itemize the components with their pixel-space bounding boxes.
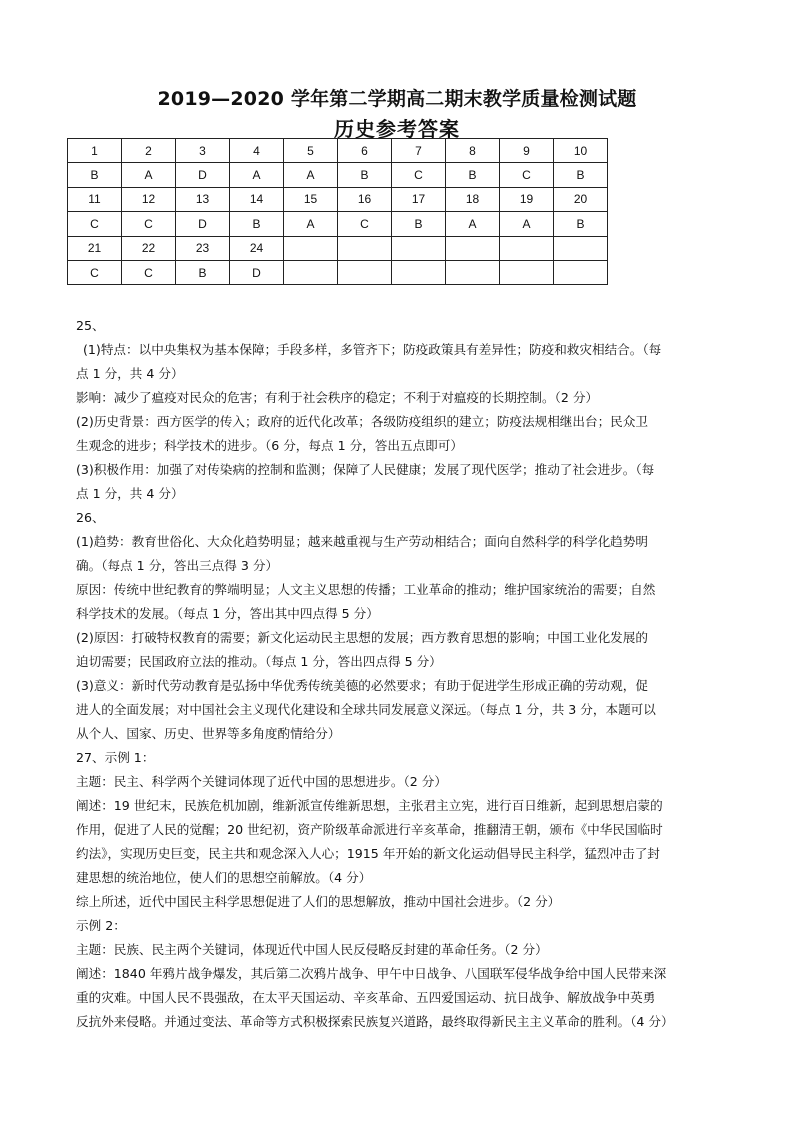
answer-text-line: 从个人、国家、历史、世界等多角度酌情给分）	[76, 726, 341, 741]
answer-text-line: 原因：传统中世纪教育的弊端明显；人文主义思想的传播；工业革命的推动；维护国家统治的需要；自然	[76, 582, 656, 597]
answer-text-line: (1)特点：以中央集权为基本保障；手段多样，多管齐下；防疫政策具有差异性；防疫和救灾相结合。（每	[83, 342, 662, 357]
answer-cell	[284, 260, 338, 284]
answer-text-line: 影响：减少了瘟疫对民众的危害；有利于社会秩序的稳定；不利于对瘟疫的长期控制。（2 分）	[76, 390, 599, 405]
question-number-cell: 8	[446, 139, 500, 163]
answer-cell	[338, 260, 392, 284]
answer-cell: D	[230, 260, 284, 284]
question-number-row	[68, 139, 608, 163]
answer-cell: A	[122, 163, 176, 187]
answer-text-line: 建思想的统治地位，使人们的思想空前解放。（4 分）	[76, 870, 372, 885]
answer-text-line: 科学技术的发展。（每点 1 分，答出其中四点得 5 分）	[76, 606, 379, 621]
answer-text-line: 进人的全面发展；对中国社会主义现代化建设和全球共同发展意义深远。（每点 1 分，共 3 分，本题可以	[76, 702, 656, 717]
answer-cell: B	[176, 260, 230, 284]
question-number-cell	[284, 236, 338, 260]
question-number-cell	[446, 236, 500, 260]
answer-row	[68, 163, 608, 187]
question-number-cell: 16	[338, 187, 392, 211]
answer-text-line: 25、	[76, 318, 105, 333]
answer-text-line: 迫切需要；民国政府立法的推动。（每点 1 分，答出四点得 5 分）	[76, 654, 442, 669]
question-number-cell	[554, 236, 608, 260]
question-number-cell: 11	[68, 187, 122, 211]
answer-cell	[500, 260, 554, 284]
question-number-cell: 24	[230, 236, 284, 260]
question-number-cell: 18	[446, 187, 500, 211]
answer-cell: C	[392, 163, 446, 187]
answer-cell: C	[122, 212, 176, 236]
answer-cell: D	[176, 163, 230, 187]
question-number-cell	[392, 236, 446, 260]
answer-cell: B	[392, 212, 446, 236]
question-number-cell: 20	[554, 187, 608, 211]
answer-text-line: (1)趋势：教育世俗化、大众化趋势明显；越来越重视与生产劳动相结合；面向自然科学的科学化趋势明	[76, 534, 648, 549]
answer-cell: B	[230, 212, 284, 236]
answer-cell: B	[446, 163, 500, 187]
question-number-row	[68, 187, 608, 211]
answer-table	[67, 138, 608, 285]
question-number-cell: 2	[122, 139, 176, 163]
question-number-cell: 9	[500, 139, 554, 163]
answer-cell: C	[68, 212, 122, 236]
answer-cell: A	[500, 212, 554, 236]
question-number-cell: 14	[230, 187, 284, 211]
answer-text-line: (2)原因：打破特权教育的需要；新文化运动民主思想的发展；西方教育思想的影响；中国工业化发展的	[76, 630, 648, 645]
question-number-cell	[338, 236, 392, 260]
question-number-cell: 5	[284, 139, 338, 163]
page-title: 2019—2020 学年第二学期高二期末教学质量检测试题	[157, 88, 637, 110]
answer-cell	[446, 260, 500, 284]
page-subtitle: 历史参考答案	[334, 117, 460, 141]
answer-text-line: 作用，促进了人民的觉醒；20 世纪初，资产阶级革命派进行辛亥革命，推翻清王朝，颁布《中华民国临时	[76, 822, 663, 837]
answer-text-line: 主题：民主、科学两个关键词体现了近代中国的思想进步。（2 分）	[76, 774, 447, 789]
question-number-cell: 6	[338, 139, 392, 163]
question-number-cell: 4	[230, 139, 284, 163]
question-number-cell: 21	[68, 236, 122, 260]
question-number-cell	[500, 236, 554, 260]
answer-content	[76, 314, 720, 1034]
answer-text-line: 重的灾难。中国人民不畏强敌，在太平天国运动、辛亥革命、五四爱国运动、抗日战争、解放战争中英勇	[76, 990, 656, 1005]
answer-text-line: 点 1 分，共 4 分）	[76, 366, 184, 381]
question-number-cell: 15	[284, 187, 338, 211]
answer-text-line: 综上所述，近代中国民主科学思想促进了人们的思想解放，推动中国社会进步。（2 分）	[76, 894, 561, 909]
answer-cell: C	[68, 260, 122, 284]
answer-text-line: 阐述：1840 年鸦片战争爆发，其后第二次鸦片战争、甲午中日战争、八国联军侵华战争给中国人民带来深	[76, 966, 667, 981]
answer-text-line: 确。（每点 1 分，答出三点得 3 分）	[76, 558, 279, 573]
answer-cell: B	[554, 163, 608, 187]
question-number-cell: 13	[176, 187, 230, 211]
answer-text-line: 约法》，实现历史巨变，民主共和观念深入人心；1915 年开始的新文化运动倡导民主科学，猛烈冲击了封	[76, 846, 660, 861]
answer-text-line: (3)积极作用：加强了对传染病的控制和监测；保障了人民健康；发展了现代医学；推动了社会进步。（每	[76, 462, 655, 477]
answer-text-line: 26、	[76, 510, 105, 525]
answer-cell: A	[284, 163, 338, 187]
answer-text-line: (3)意义：新时代劳动教育是弘扬中华优秀传统美德的必然要求；有助于促进学生形成正确的劳动观，促	[76, 678, 648, 693]
question-number-cell: 17	[392, 187, 446, 211]
answer-row	[68, 212, 608, 236]
answer-cell	[554, 260, 608, 284]
answer-text-line: 反抗外来侵略。并通过变法、革命等方式积极探索民族复兴道路，最终取得新民主主义革命的胜利。（4 分）	[76, 1014, 674, 1029]
question-number-cell: 3	[176, 139, 230, 163]
question-number-cell: 10	[554, 139, 608, 163]
answer-cell: A	[446, 212, 500, 236]
answer-cell: C	[338, 212, 392, 236]
question-number-cell: 7	[392, 139, 446, 163]
answer-cell: A	[284, 212, 338, 236]
answer-cell: A	[230, 163, 284, 187]
answer-cell: C	[122, 260, 176, 284]
answer-text-line: 示例 2：	[76, 918, 126, 933]
answer-row	[68, 260, 608, 284]
answer-text-line: 主题：民族、民主两个关键词，体现近代中国人民反侵略反封建的革命任务。（2 分）	[76, 942, 548, 957]
answer-text-line: 阐述：19 世纪末，民族危机加剧，维新派宣传维新思想，主张君主立宪，进行百日维新，起到思想启蒙的	[76, 798, 663, 813]
question-number-cell: 19	[500, 187, 554, 211]
answer-text-line: 点 1 分，共 4 分）	[76, 486, 184, 501]
answer-cell: B	[338, 163, 392, 187]
question-number-cell: 23	[176, 236, 230, 260]
answer-cell: B	[68, 163, 122, 187]
answer-text-line: 生观念的进步；科学技术的进步。（6 分，每点 1 分，答出五点即可）	[76, 438, 463, 453]
question-number-cell: 1	[68, 139, 122, 163]
answer-text-line: (2)历史背景：西方医学的传入；政府的近代化改革；各级防疫组织的建立；防疫法规相继出台；民众卫	[76, 414, 648, 429]
answer-cell: D	[176, 212, 230, 236]
answer-cell: B	[554, 212, 608, 236]
question-number-cell: 12	[122, 187, 176, 211]
question-number-cell: 22	[122, 236, 176, 260]
question-number-row	[68, 236, 608, 260]
answer-text-line: 27、示例 1：	[76, 750, 155, 765]
answer-cell: C	[500, 163, 554, 187]
answer-cell	[392, 260, 446, 284]
